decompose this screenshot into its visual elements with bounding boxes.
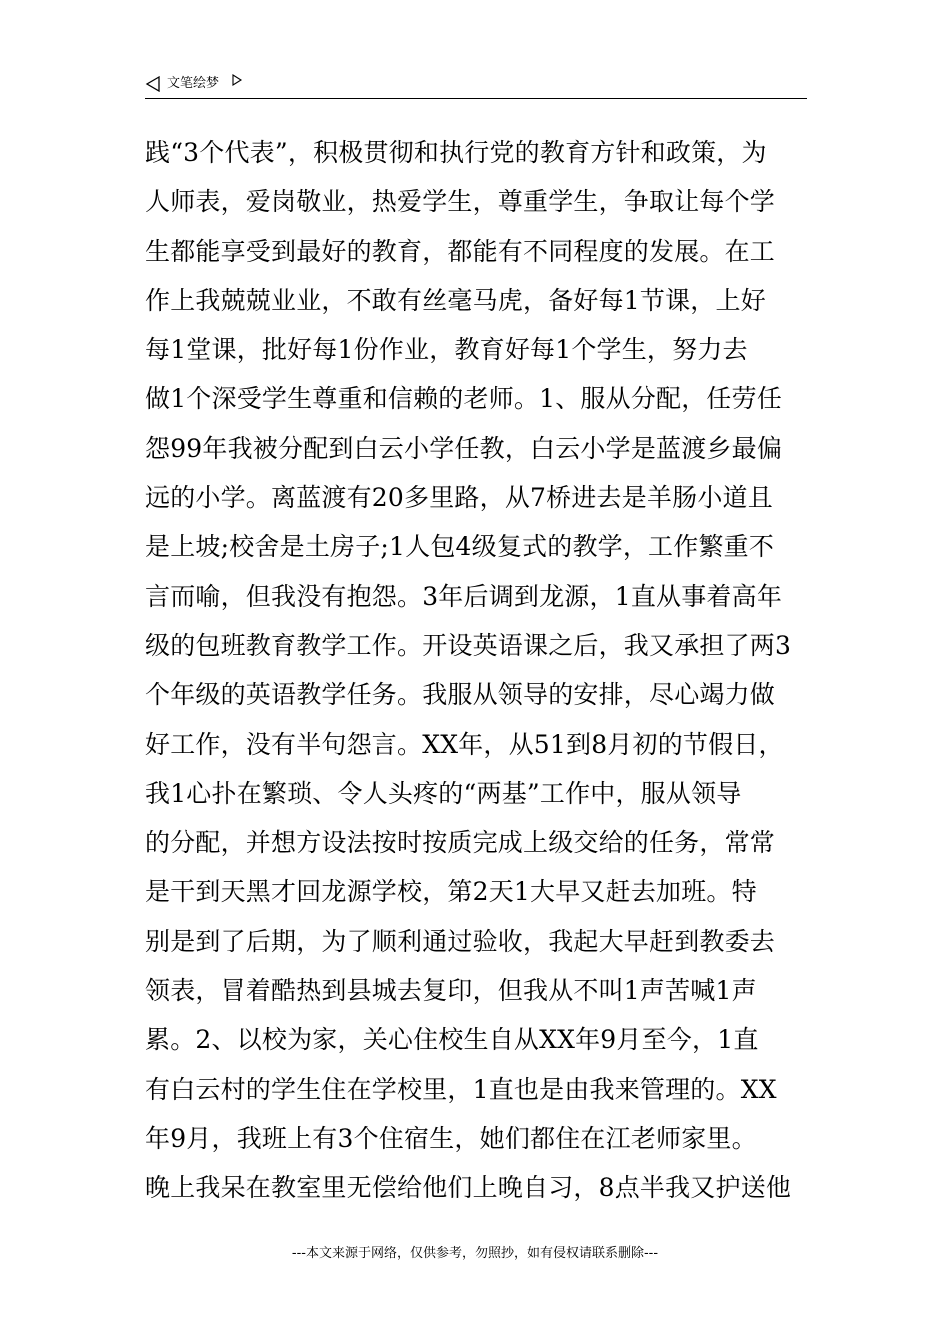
text-line: 个年级的英语教学任务。我服从领导的安排，尽心竭力做 <box>145 680 776 710</box>
text-line: 领表，冒着酷热到县城去复印，但我从不叫1声苦喊1声 <box>145 976 757 1006</box>
text-line: 别是到了后期，为了顺利通过验收，我起大早赶到教委去 <box>145 926 776 956</box>
text-line: 怨99年我被分配到白云小学任教，白云小学是蓝渡乡最偏 <box>145 433 783 463</box>
text-line: 作上我兢兢业业，不敢有丝毫马虎，备好每1节课，上好 <box>145 285 766 315</box>
right-triangle-icon <box>231 74 243 86</box>
text-line: 是干到天黑才回龙源学校，第2天1大早又赶去加班。特 <box>145 877 757 907</box>
text-line: 好工作，没有半句怨言。XX年，从51到8月初的节假日， <box>145 729 784 759</box>
text-line: 有白云村的学生住在学校里，1直也是由我来管理的。XX <box>145 1074 777 1104</box>
text-line: 年9月，我班上有3个住宿生，她们都住在江老师家里。 <box>145 1123 757 1153</box>
text-line: 晚上我呆在教室里无偿给他们上晚自习，8点半我又护送他 <box>145 1173 792 1203</box>
text-line: 生都能享受到最好的教育，都能有不同程度的发展。在工 <box>145 236 776 266</box>
page-footer: ---本文来源于网络，仅供参考，勿照抄，如有侵权请联系删除--- <box>291 1246 659 1261</box>
document-body <box>145 128 813 1213</box>
text-line: 言而喻，但我没有抱怨。3年后调到龙源，1直从事着高年 <box>145 581 783 611</box>
text-line: 做1个深受学生尊重和信赖的老师。1、服从分配，任劳任 <box>145 384 783 414</box>
text-line: 是上坡;校舍是土房子;1人包4级复式的教学，工作繁重不 <box>145 532 775 562</box>
text-line: 级的包班教育教学工作。开设英语课之后，我又承担了两3 <box>145 630 792 660</box>
header-title: 文笔绘梦 <box>167 76 220 91</box>
left-triangle-icon <box>145 76 161 92</box>
text-line: 践“3个代表”，积极贯彻和执行党的教育方针和政策，为 <box>145 138 767 167</box>
text-line: 的分配，并想方设法按时按质完成上级交给的任务，常常 <box>145 828 776 858</box>
text-line: 每1堂课，批好每1份作业，教育好每1个学生，努力去 <box>145 335 748 365</box>
text-line: 我1心扑在繁琐、令人头疼的“两基”工作中，服从领导 <box>145 778 742 808</box>
text-line: 累。2、以校为家，关心住校生自从XX年9月至今，1直 <box>145 1025 759 1055</box>
text-line: 远的小学。离蓝渡有20多里路，从7桥进去是羊肠小道且 <box>145 483 773 513</box>
page-header <box>145 72 807 99</box>
text-line: 人师表，爱岗敬业，热爱学生，尊重学生，争取让每个学 <box>145 187 776 217</box>
